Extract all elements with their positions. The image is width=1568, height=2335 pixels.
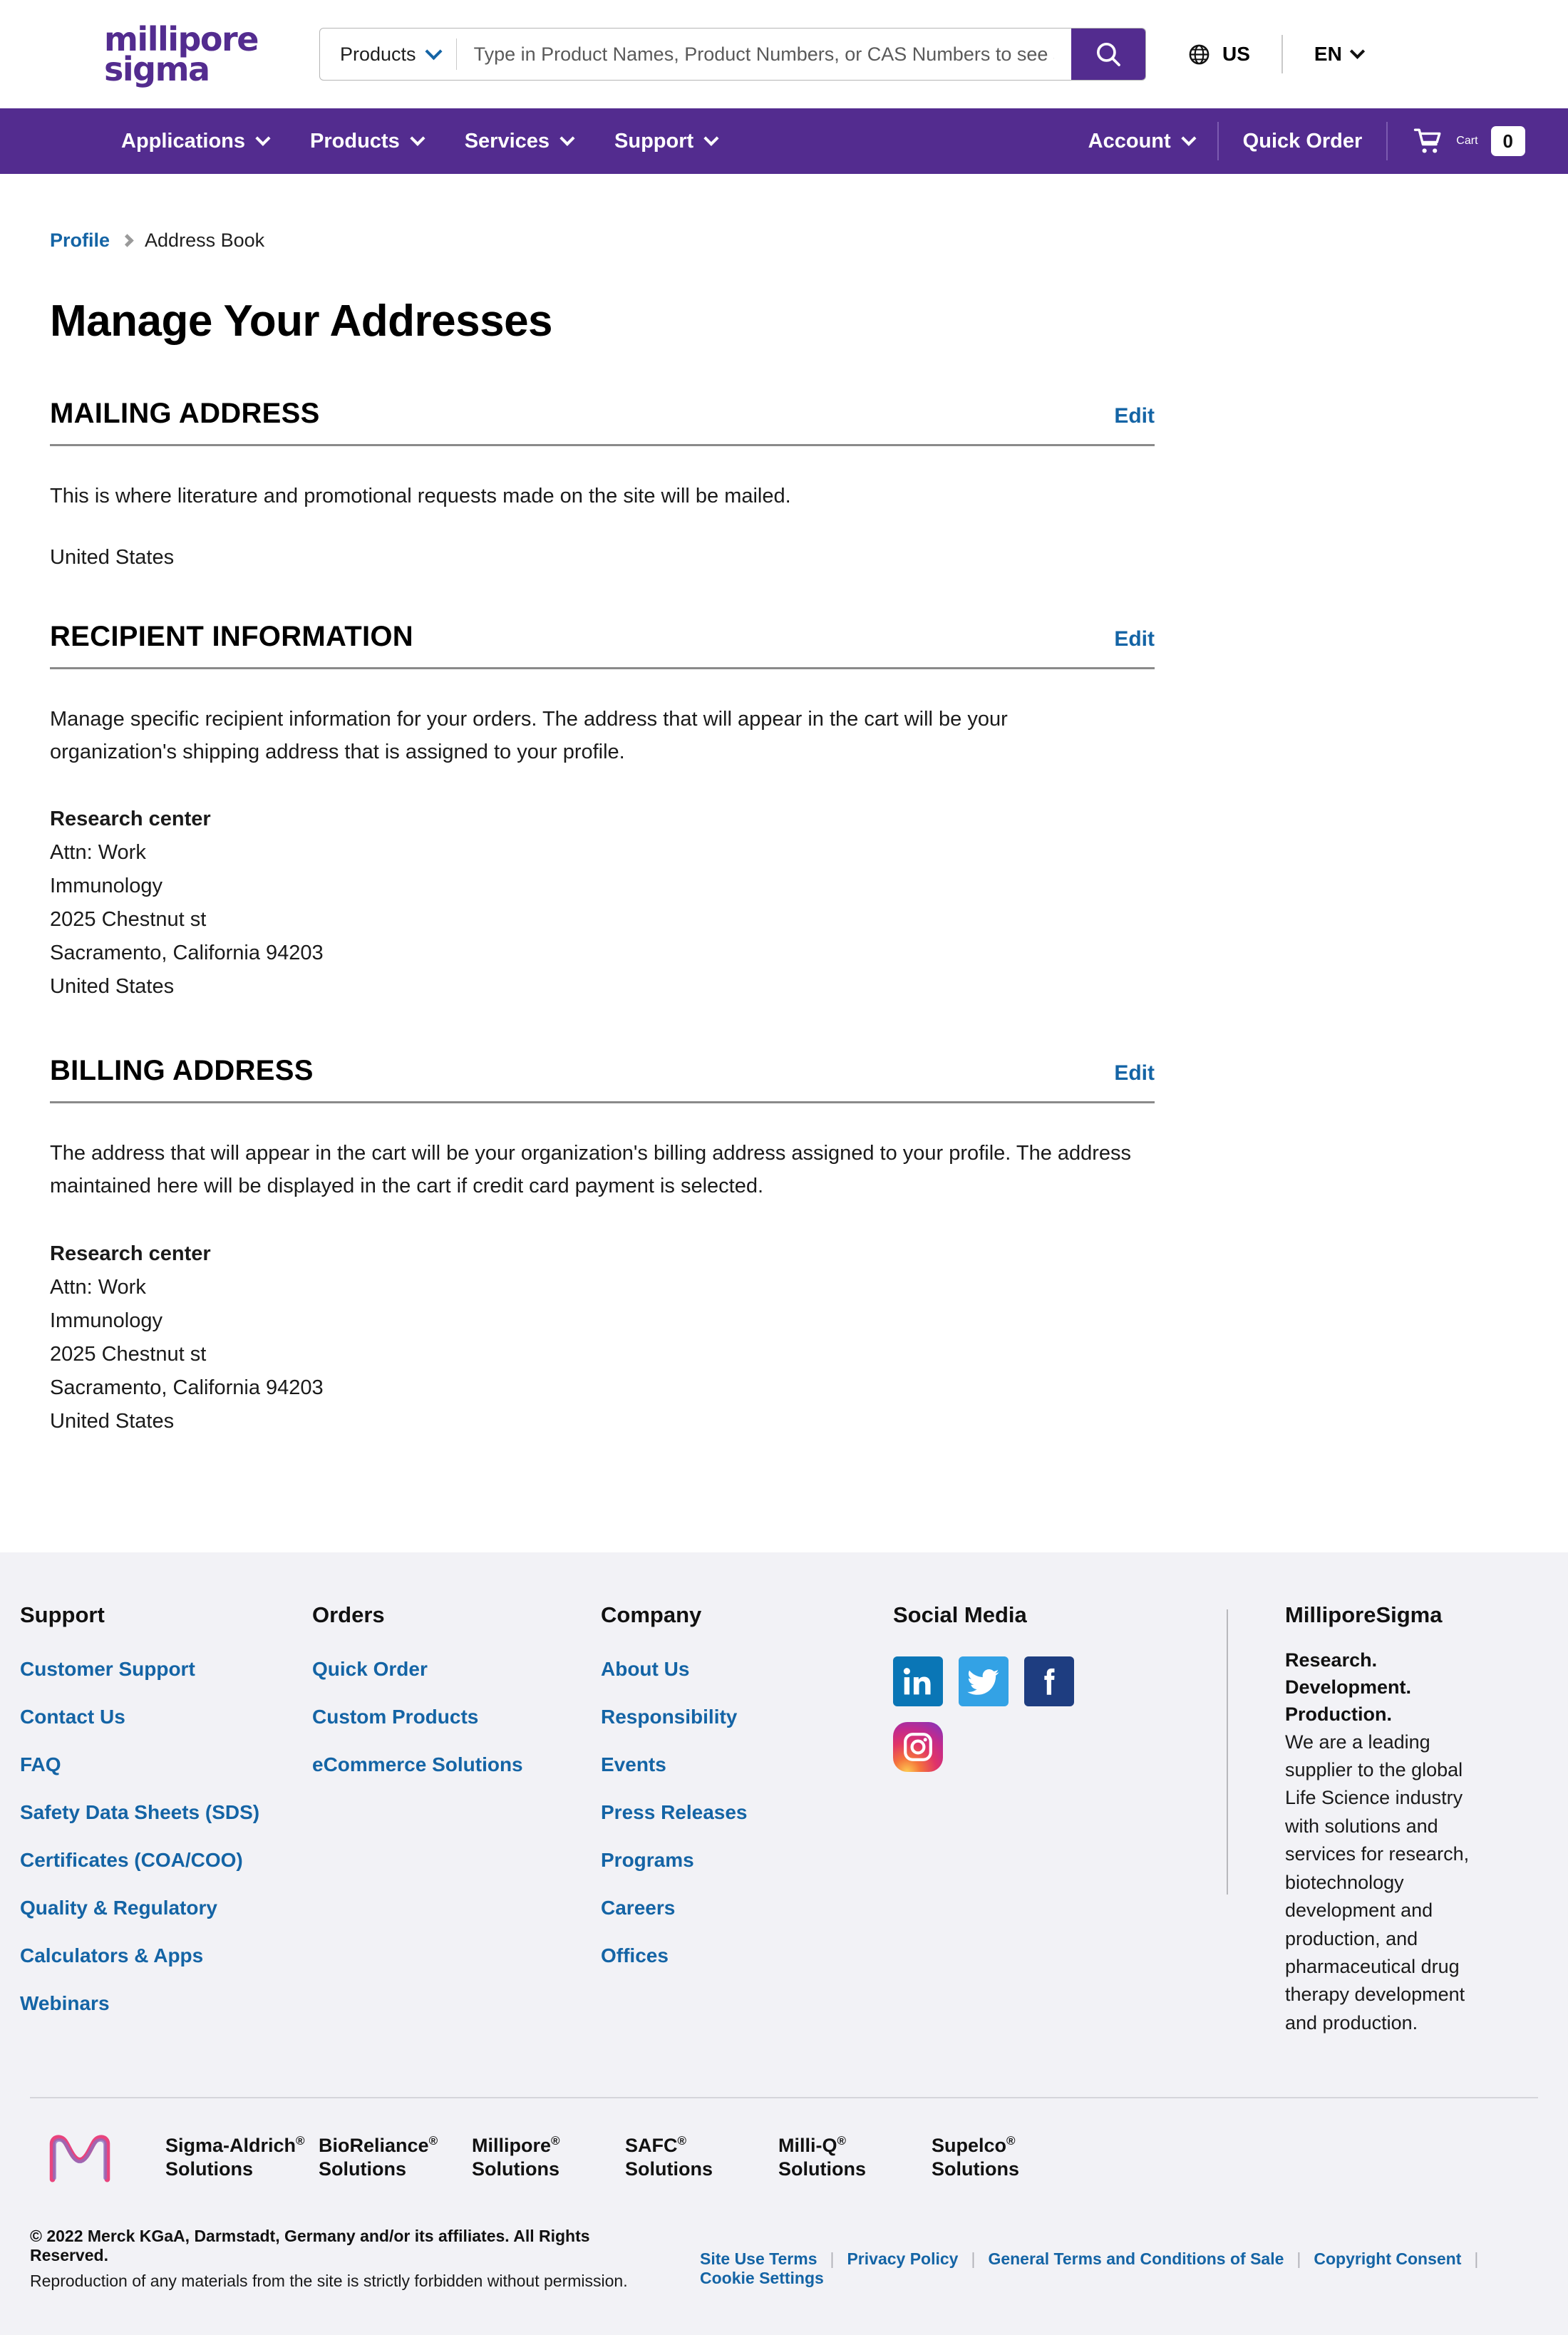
footer-link-events[interactable]: Events xyxy=(601,1753,666,1775)
footer-link-quick-order[interactable]: Quick Order xyxy=(312,1657,428,1680)
footer-link-contact-us[interactable]: Contact Us xyxy=(20,1705,125,1728)
address-line: Immunology xyxy=(50,1309,163,1332)
footer-link-webinars[interactable]: Webinars xyxy=(20,1991,110,2014)
footer-link-customer-support[interactable]: Customer Support xyxy=(20,1657,195,1680)
registered-mark: ® xyxy=(551,2133,560,2148)
footer-link-about-us[interactable]: About Us xyxy=(601,1657,690,1680)
chevron-down-icon xyxy=(1181,130,1196,145)
nav-item-applications[interactable] xyxy=(121,130,267,153)
section-billing-address xyxy=(50,1055,1155,1438)
nav-account-label: Account xyxy=(1088,129,1171,153)
search-bar xyxy=(319,28,1146,81)
registered-mark: ® xyxy=(677,2133,687,2148)
linkedin-glyph xyxy=(899,1663,937,1700)
footer-column-title: Orders xyxy=(312,1602,385,1627)
millipore-sigma-logo[interactable] xyxy=(104,19,318,88)
brand-name: Milli-Q xyxy=(778,2134,837,2156)
merck-m-glyph xyxy=(46,2130,114,2185)
footer-link-programs[interactable]: Programs xyxy=(601,1848,694,1871)
breadcrumb-current: Address Book xyxy=(145,230,265,251)
section-description: The address that will appear in the cart will be your organization's billing address assigned to your profile. The address maintained here will be displayed in the cart if credit card payment is selected. xyxy=(50,1142,1132,1198)
search-icon xyxy=(1093,39,1123,69)
chevron-down-icon xyxy=(1350,43,1365,58)
registered-mark: ® xyxy=(296,2133,305,2148)
nav-item-services[interactable] xyxy=(465,130,572,153)
legal-divider: | xyxy=(1296,2249,1301,2268)
chevron-down-icon xyxy=(425,43,442,60)
brand-name: BioReliance xyxy=(319,2134,429,2156)
main-navigation xyxy=(0,108,1568,174)
section-title: BILLING ADDRESS xyxy=(50,1055,314,1087)
footer-column-title: Social Media xyxy=(893,1602,1027,1627)
registered-mark: ® xyxy=(1006,2133,1016,2148)
search-input[interactable] xyxy=(457,29,1071,80)
recipient-address-block xyxy=(50,803,1155,1004)
legal-bar xyxy=(0,2217,1568,2335)
nav-item-quick-order[interactable] xyxy=(1243,130,1363,153)
legal-divider: | xyxy=(830,2249,835,2268)
address-line: 2025 Chestnut st xyxy=(50,1342,207,1366)
region-label: US xyxy=(1222,43,1250,65)
footer-link-ecommerce-solutions[interactable]: eCommerce Solutions xyxy=(312,1753,523,1775)
legal-link-privacy-policy[interactable]: Privacy Policy xyxy=(847,2249,959,2268)
section-header xyxy=(50,621,1155,669)
legal-divider: | xyxy=(971,2249,976,2268)
brand-sigma-aldrich[interactable] xyxy=(165,2134,319,2181)
globe-icon xyxy=(1187,43,1211,66)
section-header xyxy=(50,1055,1155,1103)
legal-text xyxy=(30,2227,664,2293)
legal-divider: | xyxy=(1474,2249,1479,2268)
address-line: Sacramento, California 94203 xyxy=(50,1376,324,1399)
section-mailing-address xyxy=(50,398,1155,569)
content-spacer xyxy=(50,1438,1568,1552)
address-name: Research center xyxy=(50,808,211,831)
nav-divider xyxy=(1217,122,1219,160)
footer-link-sds[interactable]: Safety Data Sheets (SDS) xyxy=(20,1800,260,1823)
footer-link-careers[interactable]: Careers xyxy=(601,1896,676,1919)
footer-column-about xyxy=(1192,1602,1492,2038)
legal-link-general-terms[interactable]: General Terms and Conditions of Sale xyxy=(988,2249,1284,2268)
nav-item-label: Products xyxy=(310,129,400,153)
site-footer xyxy=(0,1552,1568,2335)
address-line: Attn: Work xyxy=(50,1275,146,1299)
address-name: Research center xyxy=(50,1242,211,1265)
footer-column-social-media xyxy=(893,1602,1192,2038)
social-icon-grid xyxy=(893,1656,1114,1772)
site-header xyxy=(0,0,1568,108)
edit-mailing-address-link[interactable]: Edit xyxy=(1114,404,1155,428)
address-line: Immunology xyxy=(50,875,163,898)
logo-line-2: sigma xyxy=(104,50,210,88)
nav-item-support[interactable] xyxy=(614,130,716,153)
search-category-dropdown[interactable] xyxy=(320,29,457,80)
reproduction-text: Reproduction of any materials from the site is strictly forbidden without permission. xyxy=(30,2271,628,2290)
section-description: This is where literature and promotional requests made on the site will be mailed. xyxy=(50,485,791,507)
section-description: Manage specific recipient information for your orders. The address that will appear in the cart will be your organization's shipping address that is assigned to your profile. xyxy=(50,707,1008,763)
about-tagline: Research. Development. Production. xyxy=(1285,1649,1412,1726)
logo-line-1: millipore xyxy=(104,19,258,58)
language-label: EN xyxy=(1314,43,1342,65)
twitter-icon[interactable] xyxy=(959,1656,1009,1706)
chevron-down-icon xyxy=(410,130,425,145)
instagram-icon[interactable] xyxy=(893,1722,943,1772)
facebook-icon[interactable] xyxy=(1024,1656,1074,1706)
brand-suffix: Solutions xyxy=(625,2158,713,2180)
legal-link-site-use-terms[interactable]: Site Use Terms xyxy=(700,2249,817,2268)
chevron-down-icon xyxy=(559,130,574,145)
language-selector[interactable] xyxy=(1314,43,1363,66)
legal-links xyxy=(686,2227,1538,2288)
main-content xyxy=(0,174,1568,1552)
facebook-glyph xyxy=(1031,1664,1067,1699)
section-title: RECIPIENT INFORMATION xyxy=(50,620,413,652)
registered-mark: ® xyxy=(428,2133,438,2148)
footer-link-calculators-apps[interactable]: Calculators & Apps xyxy=(20,1944,204,1967)
brand-name: Sigma-Aldrich xyxy=(165,2134,296,2156)
legal-link-cookie-settings[interactable]: Cookie Settings xyxy=(700,2268,824,2287)
footer-link-quality-regulatory[interactable]: Quality & Regulatory xyxy=(20,1896,217,1919)
footer-column-title: Company xyxy=(601,1602,702,1627)
nav-item-cart[interactable] xyxy=(1412,126,1525,156)
chevron-down-icon xyxy=(703,130,718,145)
footer-link-press-releases[interactable]: Press Releases xyxy=(601,1800,748,1823)
brand-name: Millipore xyxy=(472,2134,552,2156)
copyright-text: © 2022 Merck KGaA, Darmstadt, Germany and/or its affiliates. All Rights Reserved. xyxy=(30,2226,590,2264)
legal-link-copyright-consent[interactable]: Copyright Consent xyxy=(1314,2249,1462,2268)
cart-count-badge: 0 xyxy=(1491,126,1525,156)
brand-safc[interactable] xyxy=(625,2134,778,2181)
cart-icon xyxy=(1412,127,1443,155)
footer-link-custom-products[interactable]: Custom Products xyxy=(312,1705,479,1728)
breadcrumb xyxy=(50,174,1568,252)
nav-divider xyxy=(1386,122,1388,160)
address-line: 2025 Chestnut st xyxy=(50,908,207,932)
brand-suffix: Solutions xyxy=(932,2158,1019,2180)
twitter-glyph xyxy=(966,1664,1001,1699)
region-selector[interactable] xyxy=(1187,43,1250,66)
merck-m-icon xyxy=(30,2130,165,2185)
address-line: Attn: Work xyxy=(50,841,146,865)
brand-milli-q[interactable] xyxy=(778,2134,932,2181)
footer-columns xyxy=(0,1602,1568,2038)
cart-label: Cart xyxy=(1456,135,1478,147)
brand-suffix: Solutions xyxy=(472,2158,559,2180)
nav-quick-order-label: Quick Order xyxy=(1242,129,1363,153)
footer-column-support xyxy=(20,1602,312,2038)
chevron-down-icon xyxy=(255,130,270,145)
brand-supelco[interactable] xyxy=(932,2134,1085,2181)
linkedin-icon[interactable] xyxy=(893,1656,943,1706)
registered-mark: ® xyxy=(837,2133,847,2148)
footer-link-faq[interactable]: FAQ xyxy=(20,1753,61,1775)
billing-address-block xyxy=(50,1237,1155,1438)
nav-item-label: Services xyxy=(464,129,550,153)
nav-item-account[interactable] xyxy=(1088,130,1193,153)
brand-name: SAFC xyxy=(625,2134,678,2156)
brand-bioreliance[interactable] xyxy=(319,2134,472,2181)
footer-column-orders xyxy=(312,1602,601,2038)
nav-item-label: Applications xyxy=(121,129,246,153)
instagram-glyph xyxy=(901,1730,935,1764)
brand-suffix: Solutions xyxy=(778,2158,866,2180)
search-category-label: Products xyxy=(340,43,416,65)
nav-secondary-links xyxy=(1088,122,1525,160)
brand-strip xyxy=(30,2097,1538,2217)
address-line: United States xyxy=(50,975,175,999)
nav-primary-links xyxy=(121,130,716,153)
nav-item-label: Support xyxy=(614,129,694,153)
section-header xyxy=(50,398,1155,446)
chevron-right-icon xyxy=(120,234,133,247)
edit-billing-address-link[interactable]: Edit xyxy=(1114,1061,1155,1086)
edit-recipient-information-link[interactable]: Edit xyxy=(1114,627,1155,651)
footer-link-responsibility[interactable]: Responsibility xyxy=(601,1705,738,1728)
footer-column-title: Support xyxy=(20,1602,105,1627)
section-title: MAILING ADDRESS xyxy=(50,398,320,429)
brand-suffix: Solutions xyxy=(319,2158,406,2180)
address-line: Sacramento, California 94203 xyxy=(50,942,324,965)
address-line: United States xyxy=(50,1409,175,1433)
page-title: Manage Your Addresses xyxy=(50,297,553,346)
brand-name: Supelco xyxy=(932,2134,1007,2156)
header-divider xyxy=(1281,35,1283,73)
brand-millipore[interactable] xyxy=(472,2134,625,2181)
breadcrumb-link-profile[interactable]: Profile xyxy=(50,230,110,251)
footer-link-offices[interactable]: Offices xyxy=(601,1944,669,1967)
search-submit-button[interactable] xyxy=(1071,29,1145,80)
about-title: MilliporeSigma xyxy=(1285,1602,1443,1627)
section-recipient-information xyxy=(50,621,1155,1004)
about-body: We are a leading supplier to the global Life Science industry with solutions and services for research, biotechnology development and production, and pharmaceutical drug therapy development and production. xyxy=(1285,1731,1470,2034)
mailing-address-country: United States xyxy=(50,545,175,569)
footer-column-company xyxy=(601,1602,893,2038)
brand-suffix: Solutions xyxy=(165,2158,253,2180)
nav-item-products[interactable] xyxy=(310,130,422,153)
footer-link-certificates[interactable]: Certificates (COA/COO) xyxy=(20,1848,243,1871)
